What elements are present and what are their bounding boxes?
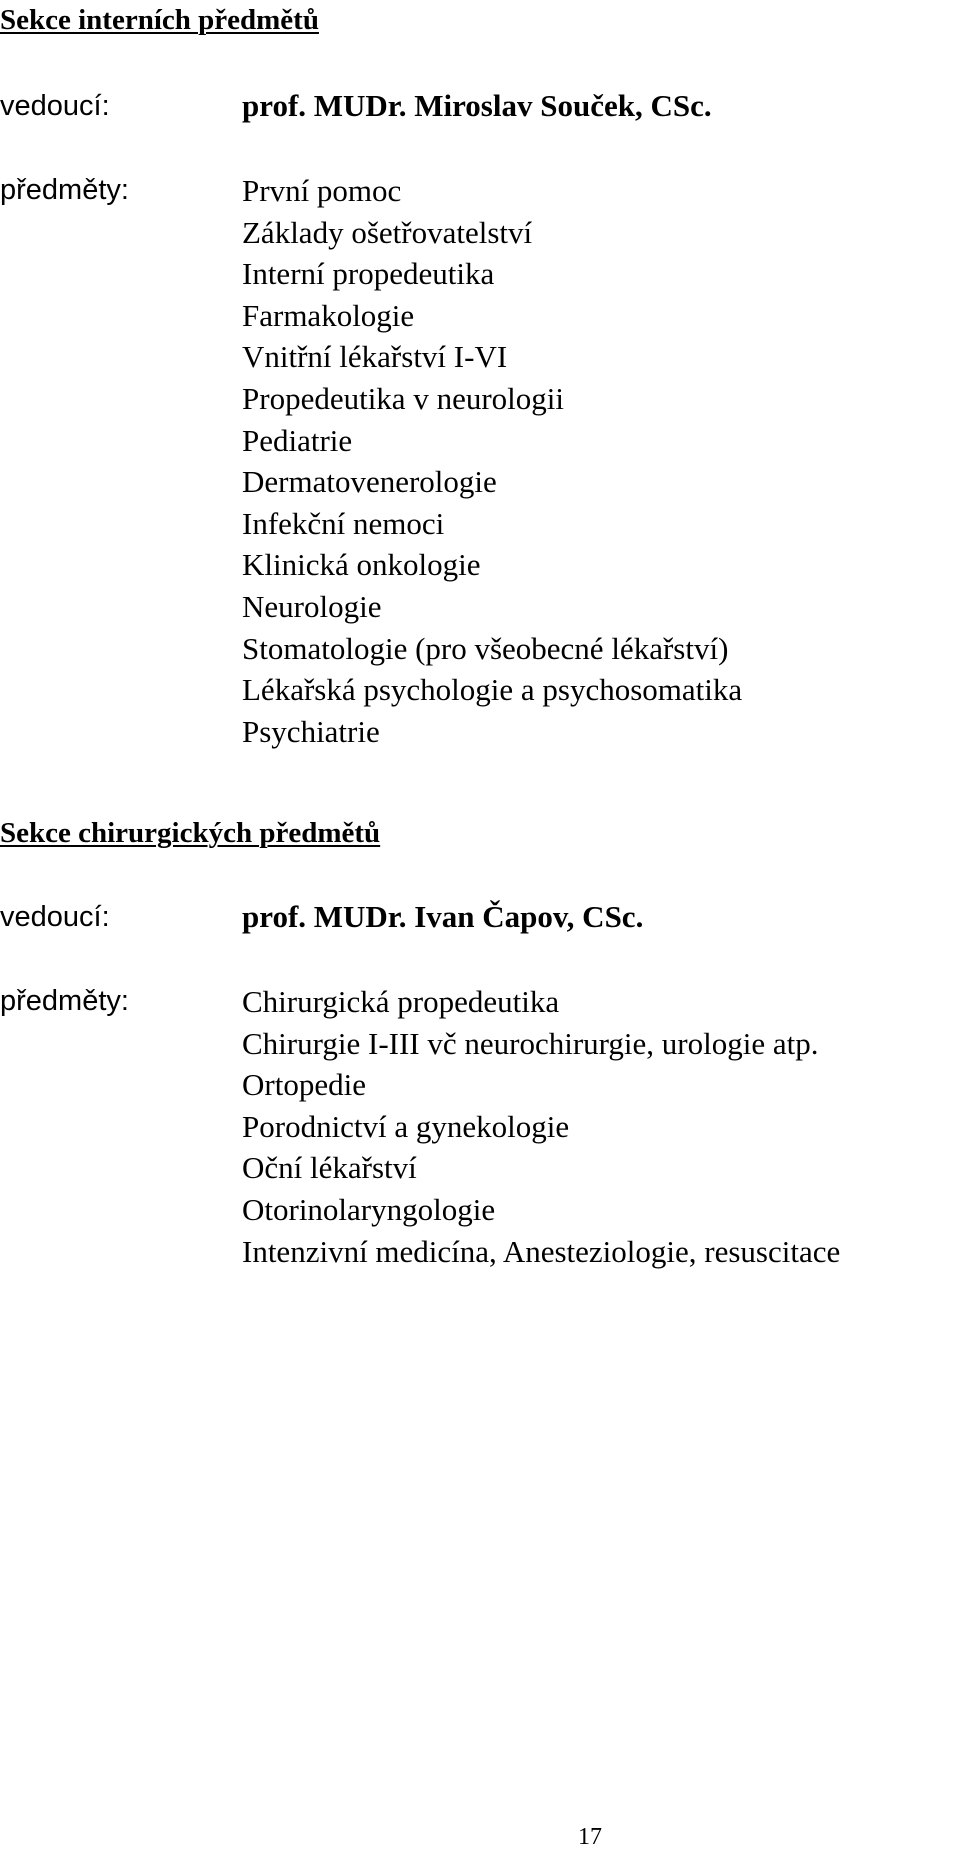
subject-item: Oční lékařství: [242, 1150, 417, 1186]
subject-item: Lékařská psychologie a psychosomatika: [242, 672, 743, 708]
subject-item: Ortopedie: [242, 1067, 366, 1103]
head-label-internal: vedoucí:: [0, 90, 110, 122]
subject-item: Základy ošetřovatelství: [242, 214, 533, 250]
subjects-label-internal: předměty:: [0, 174, 129, 206]
subject-item: Otorinolaryngologie: [242, 1191, 496, 1227]
head-name-surgical: prof. MUDr. Ivan Čapov, CSc.: [242, 899, 644, 934]
section-title-surgical: Sekce chirurgických předmětů: [0, 817, 381, 849]
subject-item: Pediatrie: [242, 422, 353, 458]
section-title-internal: Sekce interních předmětů: [0, 4, 319, 36]
subject-item: Infekční nemoci: [242, 505, 445, 541]
subject-item: Klinická onkologie: [242, 547, 481, 583]
subject-item: Chirurgická propedeutika: [242, 984, 560, 1019]
subject-item: Porodnictví a gynekologie: [242, 1108, 570, 1144]
page-number: 17: [578, 1824, 602, 1850]
subject-list-internal: [242, 170, 742, 752]
head-label-surgical: vedoucí:: [0, 901, 110, 933]
subject-item: Vnitřní lékařství I-VI: [242, 339, 508, 375]
subject-item: Intenzivní medicína, Anesteziologie, resuscitace: [242, 1233, 841, 1269]
head-name-internal: prof. MUDr. Miroslav Souček, CSc.: [242, 88, 712, 123]
subject-item: Interní propedeutika: [242, 256, 495, 292]
subject-item: Farmakologie: [242, 297, 415, 333]
subject-item: Neurologie: [242, 588, 382, 624]
subjects-label-surgical: předměty:: [0, 985, 129, 1017]
subject-item: Dermatovenerologie: [242, 464, 497, 500]
subject-list-surgical: [242, 981, 840, 1272]
subject-item: Chirurgie I-III vč neurochirurgie, urologie atp.: [242, 1025, 819, 1061]
subject-item: Stomatologie (pro všeobecné lékařství): [242, 630, 729, 666]
subject-item: Propedeutika v neurologii: [242, 380, 564, 416]
subject-item: Psychiatrie: [242, 713, 380, 749]
subject-item: První pomoc: [242, 173, 402, 208]
